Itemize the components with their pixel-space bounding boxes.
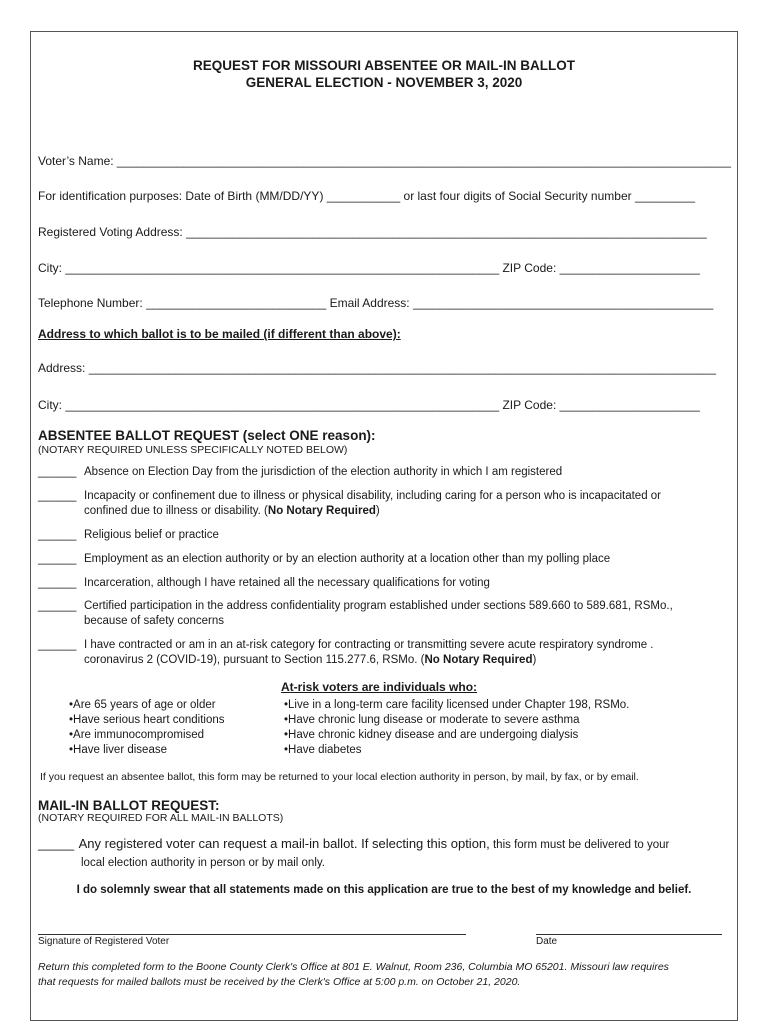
atrisk-list-right xyxy=(284,698,629,758)
absentee-option[interactable] xyxy=(38,552,610,567)
option-text: Incarceration, although I have retained all the necessary qualifications for voting xyxy=(84,577,490,589)
option-text: Absence on Election Day from the jurisdiction of the election authority in which I am registered xyxy=(84,466,563,478)
option-blank[interactable]: ______ xyxy=(38,529,77,541)
phone-email-field[interactable]: Telephone Number: ___________________________ Email Address: _____________________________________________ xyxy=(38,296,714,310)
mailin-text: Any registered voter can request a mail-in ballot. If selecting this option, xyxy=(78,836,490,851)
registered-address-field[interactable]: Registered Voting Address: ______________________________________________________________________________ xyxy=(38,225,707,239)
signature-label: Signature of Registered Voter xyxy=(38,936,170,947)
option-text-cont: because of safety concerns xyxy=(84,615,224,627)
date-label: Date xyxy=(536,936,558,947)
ballot-request-form xyxy=(30,31,738,1021)
option-text-end: ) xyxy=(532,654,537,666)
absentee-return-note: If you request an absentee ballot, this form may be returned to your local election authority in person, by mail, by fax, or by email. xyxy=(40,771,639,783)
option-blank[interactable]: ______ xyxy=(38,639,77,651)
form-title-line1: REQUEST FOR MISSOURI ABSENTEE OR MAIL-IN BALLOT xyxy=(192,58,575,73)
list-item: • Have serious heart conditions xyxy=(69,713,225,728)
no-notary-label: No Notary Required xyxy=(424,654,533,666)
list-item: • Have chronic kidney disease and are undergoing dialysis xyxy=(284,728,629,743)
no-notary-label: No Notary Required xyxy=(267,505,376,517)
option-text: Religious belief or practice xyxy=(84,529,219,541)
option-blank[interactable]: ______ xyxy=(38,600,77,612)
absentee-option[interactable] xyxy=(38,465,562,480)
option-blank[interactable]: ______ xyxy=(38,553,77,565)
mailin-blank[interactable]: _____ xyxy=(38,836,75,851)
absentee-option[interactable] xyxy=(38,576,490,591)
option-blank[interactable]: ______ xyxy=(38,466,77,478)
date-line[interactable] xyxy=(536,934,722,935)
mailing-city-zip-field[interactable]: City: _________________________________________________________________ ZIP Code: _____________________ xyxy=(38,398,700,412)
signature-line[interactable] xyxy=(38,934,466,935)
option-text-end: ) xyxy=(375,505,380,517)
option-text-cont: coronavirus 2 (COVID-19), pursuant to Section 115.277.6, RSMo. ( xyxy=(84,654,425,666)
mailing-address-heading: Address to which ballot is to be mailed (if different than above): xyxy=(38,327,401,341)
option-text: I have contracted or am in an at-risk category for contracting or transmitting severe acute respiratory syndrome . xyxy=(84,639,654,651)
mailin-note: (NOTARY REQUIRED FOR ALL MAIL-IN BALLOTS) xyxy=(38,812,284,824)
atrisk-heading: At-risk voters are individuals who: xyxy=(281,680,478,694)
option-blank[interactable]: ______ xyxy=(38,490,77,502)
mailin-heading: MAIL-IN BALLOT REQUEST: xyxy=(38,798,220,813)
mailin-text-cont: local election authority in person or by mail only. xyxy=(81,857,325,869)
list-item: • Are 65 years of age or older xyxy=(69,698,225,713)
dob-ssn-field[interactable]: For identification purposes: Date of Birth (MM/DD/YY) ___________ or last four digits of Social Security number _________ xyxy=(38,189,696,203)
list-item: • Live in a long-term care facility licensed under Chapter 198, RSMo. xyxy=(284,698,629,713)
list-item: • Have liver disease xyxy=(69,743,225,758)
mailing-address-field[interactable]: Address: ______________________________________________________________________________________________ xyxy=(38,361,717,375)
list-item: • Have diabetes xyxy=(284,743,629,758)
list-item: • Have chronic lung disease or moderate to severe asthma xyxy=(284,713,629,728)
absentee-option[interactable] xyxy=(38,528,219,543)
footer-line2: that requests for mailed ballots must be received by the Clerk's Office at 5:00 p.m. on October 21, 2020. xyxy=(38,976,521,988)
absentee-note: (NOTARY REQUIRED UNLESS SPECIFICALLY NOTED BELOW) xyxy=(38,444,348,456)
footer-line1: Return this completed form to the Boone County Clerk's Office at 801 E. Walnut, Room 236, Columbia MO 65201. Missouri law requires xyxy=(38,961,669,973)
option-text: Incapacity or confinement due to illness or physical disability, including caring for a person who is incapacitated or xyxy=(84,490,662,502)
absentee-option[interactable] xyxy=(38,489,661,519)
absentee-option[interactable] xyxy=(38,638,654,668)
option-blank[interactable]: ______ xyxy=(38,577,77,589)
voter-name-field[interactable]: Voter’s Name: ____________________________________________________________________________________________ xyxy=(38,154,731,168)
option-text-cont: confined due to illness or disability. ( xyxy=(84,505,268,517)
option-text: Employment as an election authority or by an election authority at a location other than my polling place xyxy=(84,553,611,565)
form-title-line2: GENERAL ELECTION - NOVEMBER 3, 2020 xyxy=(245,75,523,90)
list-item: • Are immunocompromised xyxy=(69,728,225,743)
mailin-option[interactable] xyxy=(38,835,669,853)
footer-instructions xyxy=(38,960,669,990)
oath-statement: I do solemnly swear that all statements made on this application are true to the best of my knowledge and belief. xyxy=(76,884,692,896)
option-text: Certified participation in the address confidentiality program established under sections 589.660 to 589.681, RSMo., xyxy=(84,600,673,612)
atrisk-list-left xyxy=(69,698,225,758)
absentee-heading: ABSENTEE BALLOT REQUEST (select ONE reason): xyxy=(38,428,376,443)
mailin-text-small: this form must be delivered to your xyxy=(489,839,670,851)
city-zip-field[interactable]: City: _________________________________________________________________ ZIP Code: _____________________ xyxy=(38,261,700,275)
absentee-option[interactable] xyxy=(38,599,673,629)
